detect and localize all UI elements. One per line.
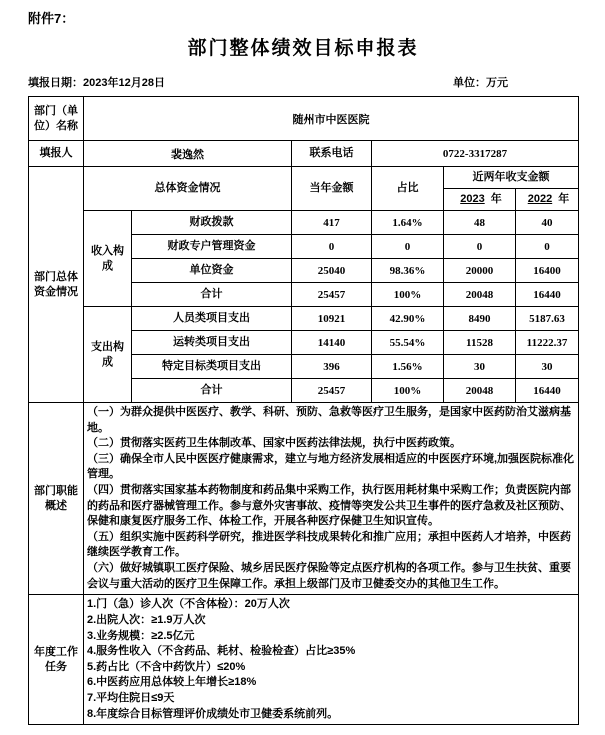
row-2022: 16440 [516, 283, 579, 307]
tasks-text [84, 595, 579, 725]
row-current: 417 [292, 211, 372, 235]
row-label: 运转类项目支出 [132, 331, 292, 355]
year-2022-header [516, 189, 579, 211]
row-2022: 40 [516, 211, 579, 235]
income-group-label: 收入构成 [84, 211, 132, 307]
row-current: 25457 [292, 379, 372, 403]
function-paragraph: （三）确保全市人民中医医疗健康需求，建立与地方经济发展相适应的中医医疗环境,加强医院标准化管理。 [87, 452, 575, 481]
row-current: 25457 [292, 283, 372, 307]
task-item: 4.服务性收入（不含药品、耗材、检验检查）占比≥35% [87, 645, 356, 658]
filler-label: 填报人 [29, 141, 84, 167]
row-ratio: 42.90% [372, 307, 444, 331]
year-2022-value: 2022 [527, 193, 553, 206]
function-paragraph: （四）贯彻落实国家基本药物制度和药品集中采购工作，执行医用耗材集中采购工作；负责医院内部的药品和医疗器械管理工作。参与意外灾害事故、疫情等突发公共卫生事件的医疗急救及社区预防、保健和康复医疗服务工作、体检工作，开展各种医疗保健卫生知识宣传。 [87, 484, 571, 528]
row-2022: 11222.37 [516, 331, 579, 355]
row-2023: 48 [444, 211, 516, 235]
row-label: 特定目标类项目支出 [132, 355, 292, 379]
row-label: 财政拨款 [132, 211, 292, 235]
tasks-section-label: 年度工作任务 [29, 595, 84, 725]
recent-two-years-header: 近两年收支金额 [444, 167, 579, 189]
table-row [29, 595, 579, 725]
ratio-header: 占比 [372, 167, 444, 211]
row-current: 10921 [292, 307, 372, 331]
row-2022: 0 [516, 235, 579, 259]
year-suffix: 年 [490, 193, 502, 206]
task-item: 5.药占比（不含中药饮片）≤20% [87, 660, 246, 673]
row-2023: 30 [444, 355, 516, 379]
row-2023: 8490 [444, 307, 516, 331]
table-row [29, 403, 579, 595]
row-ratio: 1.56% [372, 355, 444, 379]
current-amount-header: 当年金额 [292, 167, 372, 211]
row-ratio: 98.36% [372, 259, 444, 283]
table-row [29, 307, 579, 331]
phone-label: 联系电话 [292, 141, 372, 167]
table-row [29, 97, 579, 141]
unit-label: 单位：万元 [453, 77, 508, 89]
finance-section-label: 部门总体资金情况 [29, 167, 84, 403]
task-item: 2.出院人次：≥1.9万人次 [87, 613, 206, 626]
task-item: 8.年度综合目标管理评价成绩处市卫健委系统前列。 [87, 707, 339, 720]
function-paragraph: （二）贯彻落实医药卫生体制改革、国家中医药法律法规，执行中医药政策。 [87, 437, 461, 450]
row-2023: 20000 [444, 259, 516, 283]
row-current: 0 [292, 235, 372, 259]
task-item: 6.中医药应用总体较上年增长≥18% [87, 676, 257, 689]
row-ratio: 55.54% [372, 331, 444, 355]
functions-section-label: 部门职能概述 [29, 403, 84, 595]
functions-text [84, 403, 579, 595]
task-item: 7.平均住院日≤9天 [87, 691, 175, 704]
row-ratio: 100% [372, 379, 444, 403]
filler-name-value: 裴逸然 [84, 141, 292, 167]
year-2023-header [444, 189, 516, 211]
row-label: 人员类项目支出 [132, 307, 292, 331]
row-label: 单位资金 [132, 259, 292, 283]
overall-funds-header: 总体资金情况 [84, 167, 292, 211]
row-ratio: 1.64% [372, 211, 444, 235]
table-row [29, 141, 579, 167]
expense-group-label: 支出构成 [84, 307, 132, 403]
dept-name-value: 随州市中医医院 [84, 97, 579, 141]
row-current: 14140 [292, 331, 372, 355]
row-2022: 30 [516, 355, 579, 379]
report-date-label: 填报日期：2023年12月28日 [28, 77, 165, 89]
attachment-label: 附件7： [28, 11, 75, 26]
row-label: 合计 [132, 283, 292, 307]
row-2023: 20048 [444, 379, 516, 403]
row-2022: 16400 [516, 259, 579, 283]
row-2023: 0 [444, 235, 516, 259]
row-current: 396 [292, 355, 372, 379]
dept-name-label: 部门（单位）名称 [29, 97, 84, 141]
declaration-table [28, 96, 579, 725]
year-suffix: 年 [558, 193, 570, 206]
row-label: 财政专户管理资金 [132, 235, 292, 259]
meta-row [28, 74, 578, 90]
function-paragraph: （一）为群众提供中医医疗、教学、科研、预防、急救等医疗卫生服务，是国家中医药防治艾滋病基地。 [87, 406, 571, 434]
row-label: 合计 [132, 379, 292, 403]
task-item: 3.业务规模：≥2.5亿元 [87, 629, 195, 642]
row-2023: 11528 [444, 331, 516, 355]
function-paragraph: （六）做好城镇职工医疗保险、城乡居民医疗保险等定点医疗机构的各项工作。参与卫生扶贫、重要会议与重大活动的医疗卫生保障工作。承担上级部门及市卫健委交办的其他卫生工作。 [87, 562, 571, 590]
year-2023-value: 2023 [460, 193, 485, 206]
row-2022: 5187.63 [516, 307, 579, 331]
row-current: 25040 [292, 259, 372, 283]
row-ratio: 100% [372, 283, 444, 307]
task-item: 1.门（急）诊人次（不含体检）：20万人次 [87, 598, 290, 611]
page-title: 部门整体绩效目标申报表 [187, 38, 419, 59]
table-row [29, 211, 579, 235]
function-paragraph: （五）组织实施中医药科学研究，推进医学科技成果转化和推广应用；承担中医药人才培养，中医药继续医学教育工作。 [87, 530, 571, 559]
table-row [29, 167, 579, 189]
row-ratio: 0 [372, 235, 444, 259]
row-2022: 16440 [516, 379, 579, 403]
phone-value: 0722-3317287 [372, 141, 579, 167]
row-2023: 20048 [444, 283, 516, 307]
